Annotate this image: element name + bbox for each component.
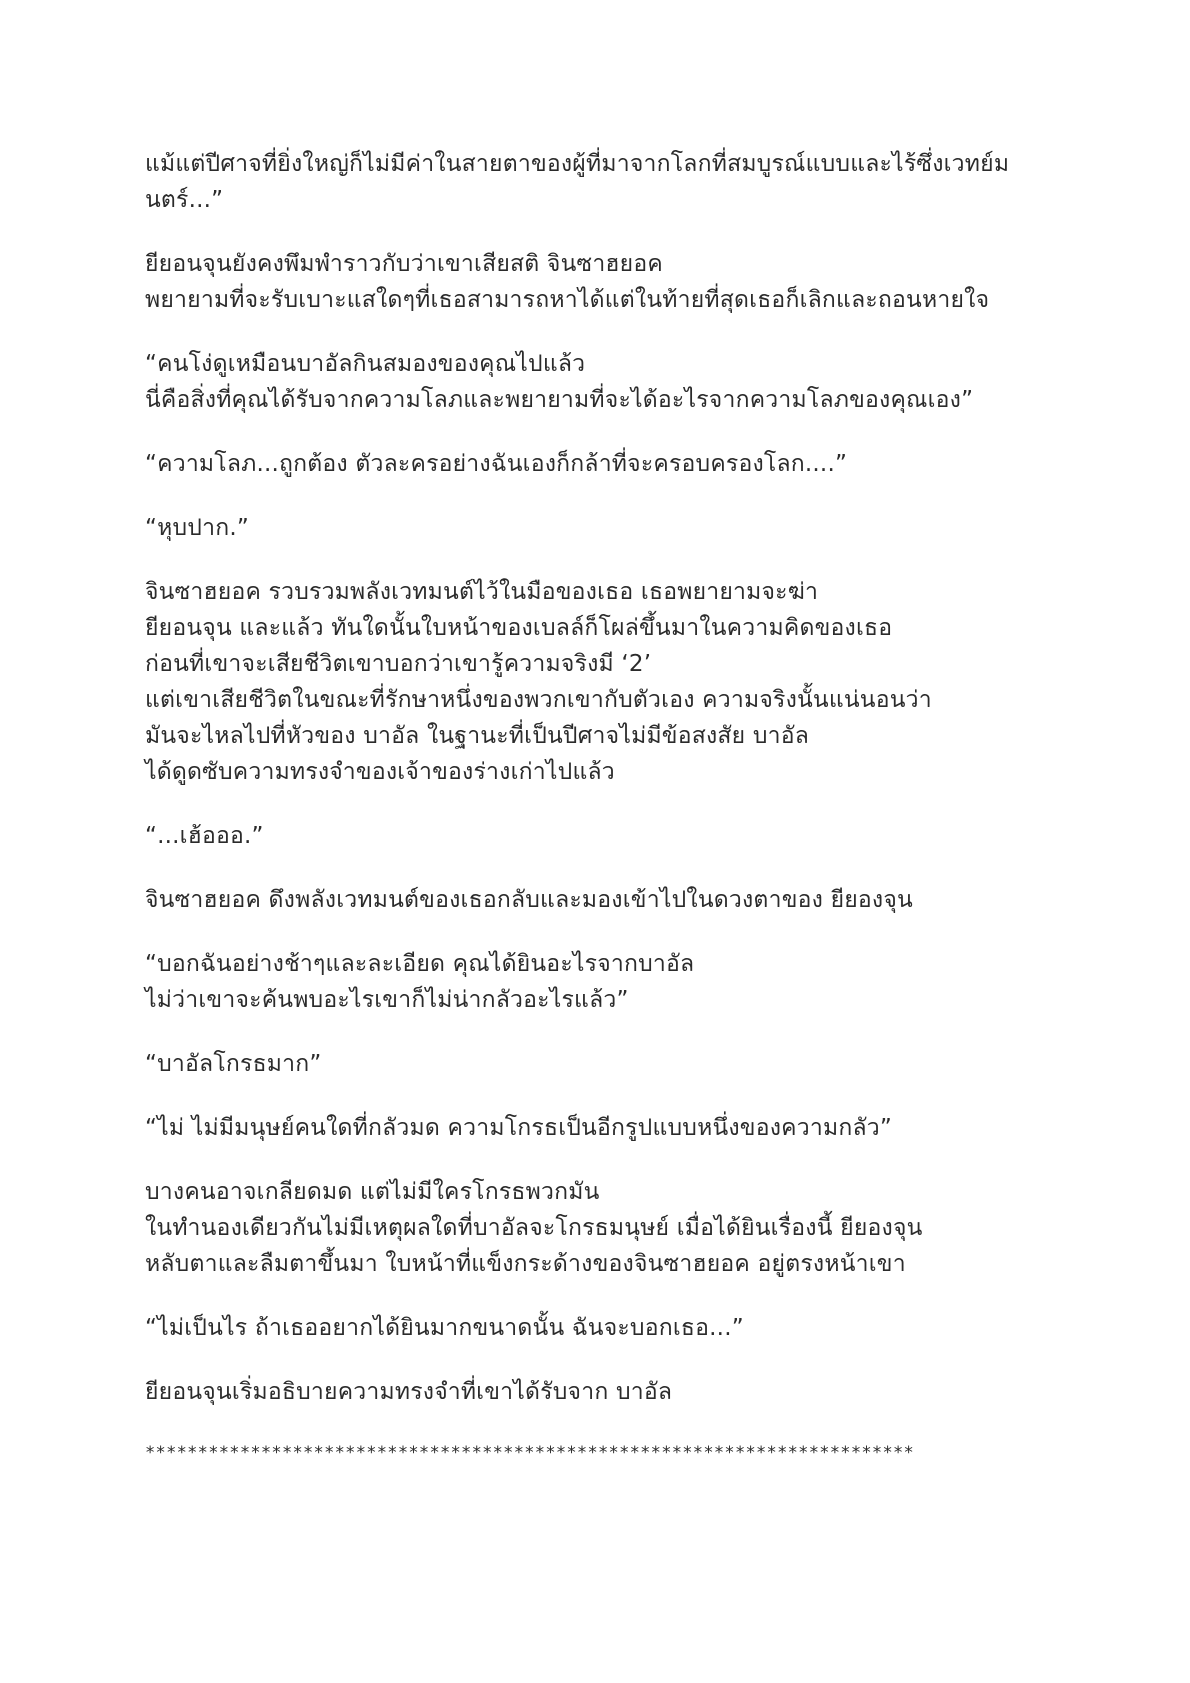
text-line: “ไม่เป็นไร ถ้าเธออยากได้ยินมากขนาดนั้น ฉันจะบอกเธอ...” — [145, 1315, 744, 1341]
paragraph-14 — [145, 1374, 1090, 1410]
text-line: นี่คือสิ่งที่คุณได้รับจากความโลภและพยายามที่จะได้อะไรจากความโลภของคุณเอง” — [145, 387, 974, 413]
text-line: หลับตาและลืมตาขึ้นมา ใบหน้าที่แข็งกระด้างของจินซาฮยอค อยู่ตรงหน้าเขา — [145, 1251, 906, 1277]
text-line: จินซาฮยอค ดึงพลังเวทมนต์ของเธอกลับและมองเข้าไปในดวงตาของ ยียองจุน — [145, 887, 913, 913]
text-line: “หุบปาก.” — [145, 515, 249, 541]
paragraph-2 — [145, 246, 1090, 318]
text-line: “บอกฉันอย่างช้าๆและละเอียด คุณได้ยินอะไรจากบาอัล — [145, 951, 695, 977]
text-line: บางคนอาจเกลียดมด แต่ไม่มีใครโกรธพวกมัน — [145, 1179, 600, 1205]
paragraph-4 — [145, 446, 1090, 482]
paragraph-3 — [145, 346, 1090, 418]
text-line: ยียอนจุน และแล้ว ทันใดนั้นใบหน้าของเบลล์ก็โผล่ขึ้นมาในความคิดของเธอ — [145, 615, 893, 641]
paragraph-6 — [145, 574, 1090, 790]
paragraph-11 — [145, 1110, 1090, 1146]
text-line: ยียอนจุนเริ่มอธิบายความทรงจำที่เขาได้รับจาก บาอัล — [145, 1379, 673, 1405]
paragraph-13 — [145, 1310, 1090, 1346]
text-line: ยียอนจุนยังคงพึมพำราวกับว่าเขาเสียสติ จินซาฮยอค — [145, 251, 663, 277]
text-line: “ไม่ ไม่มีมนุษย์คนใดที่กลัวมด ความโกรธเป็นอีกรูปแบบหนึ่งของความกลัว” — [145, 1115, 893, 1141]
paragraph-12 — [145, 1174, 1090, 1282]
text-line: “...เฮ้อออ.” — [145, 823, 264, 849]
text-line: แต่เขาเสียชีวิตในขณะที่รักษาหนึ่งของพวกเขากับตัวเอง ความจริงนั้นแน่นอนว่า — [145, 687, 932, 713]
text-line: ได้ดูดซับความทรงจำของเจ้าของร่างเก่าไปแล้ว — [145, 759, 615, 785]
paragraph-1 — [145, 146, 1090, 218]
paragraph-8 — [145, 882, 1090, 918]
text-line: ในทำนองเดียวกันไม่มีเหตุผลใดที่บาอัลจะโกรธมนุษย์ เมื่อได้ยินเรื่องนี้ ยียองจุน — [145, 1215, 923, 1241]
text-line: “ความโลภ...ถูกต้อง ตัวละครอย่างฉันเองก็กล้าที่จะครอบครองโลก....” — [145, 451, 848, 477]
text-line: “คนโง่ดูเหมือนบาอัลกินสมองของคุณไปแล้ว — [145, 351, 586, 377]
section-separator: ************************************************************************* — [145, 1443, 915, 1463]
text-line: “บาอัลโกรธมาก” — [145, 1051, 322, 1077]
text-line: มันจะไหลไปที่หัวของ บาอัล ในฐานะที่เป็นปีศาจไม่มีข้อสงสัย บาอัล — [145, 723, 810, 749]
text-line: ก่อนที่เขาจะเสียชีวิตเขาบอกว่าเขารู้ความจริงมี ‘2’ — [145, 651, 652, 677]
text-line: ไม่ว่าเขาจะค้นพบอะไรเขาก็ไม่น่ากลัวอะไรแล้ว” — [145, 987, 629, 1013]
paragraph-10 — [145, 1046, 1090, 1082]
paragraph-7 — [145, 818, 1090, 854]
text-line: จินซาฮยอค รวบรวมพลังเวทมนต์ไว้ในมือของเธอ เธอพยายามจะฆ่า — [145, 579, 819, 605]
paragraph-5 — [145, 510, 1090, 546]
paragraph-9 — [145, 946, 1090, 1018]
text-line: นตร์...” — [145, 187, 224, 213]
text-line: พยายามที่จะรับเบาะแสใดๆที่เธอสามารถหาได้แต่ในท้ายที่สุดเธอก็เลิกและถอนหายใจ — [145, 287, 990, 313]
text-line: แม้แต่ปีศาจที่ยิ่งใหญ่ก็ไม่มีค่าในสายตาของผู้ที่มาจากโลกที่สมบูรณ์แบบและไร้ซึ่งเวทย์ม — [145, 151, 1010, 177]
